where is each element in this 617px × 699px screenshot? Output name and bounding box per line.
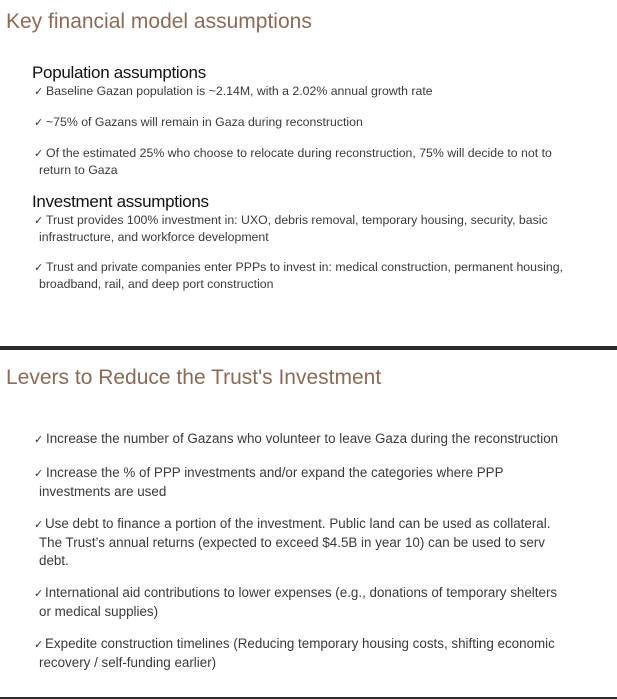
checkmark-icon: ✓ bbox=[34, 86, 44, 98]
slide-levers bbox=[0, 350, 617, 697]
bullet-text: Use debt to finance a portion of the investment. Public land can be used as collateral. bbox=[45, 516, 551, 531]
checkmark-icon: ✓ bbox=[34, 117, 44, 129]
checkmark-icon: ✓ bbox=[34, 588, 44, 600]
bullet-item bbox=[34, 212, 594, 245]
bullet-text: Baseline Gazan population is ~2.14M, with a 2.02% annual growth rate bbox=[46, 84, 433, 98]
bullet-item bbox=[34, 430, 594, 449]
bullet-text: Increase the number of Gazans who volunteer to leave Gaza during the reconstruction bbox=[46, 431, 559, 446]
bullet-text: International aid contributions to lower expenses (e.g., donations of temporary shelters bbox=[45, 585, 558, 600]
checkmark-icon: ✓ bbox=[34, 215, 44, 227]
checkmark-icon: ✓ bbox=[34, 639, 44, 651]
slide-title: Key financial model assumptions bbox=[6, 10, 312, 33]
investment-heading: Investment assumptions bbox=[32, 192, 209, 211]
slide-financial-assumptions bbox=[0, 0, 617, 346]
slide-title: Levers to Reduce the Trust's Investment bbox=[6, 366, 382, 389]
bullet-text: Increase the % of PPP investments and/or expand the categories where PPP bbox=[46, 465, 504, 480]
bullet-item bbox=[34, 584, 594, 621]
bullet-text-continued: or medical supplies) bbox=[39, 604, 159, 620]
bullet-item bbox=[34, 515, 594, 569]
bullet-text-continued: infrastructure, and workforce development bbox=[39, 230, 269, 244]
bullet-text: ~75% of Gazans will remain in Gaza during reconstruction bbox=[46, 115, 363, 129]
bullet-text: Trust and private companies enter PPPs to invest in: medical construction, permanent housing, bbox=[46, 260, 563, 274]
bullet-item bbox=[34, 83, 594, 100]
bullet-text: Of the estimated 25% who choose to relocate during reconstruction, 75% will decide to not to bbox=[46, 146, 552, 160]
bullet-item bbox=[34, 635, 594, 672]
checkmark-icon: ✓ bbox=[34, 262, 44, 274]
bullet-item bbox=[34, 114, 594, 131]
bullet-text-continued: investments are used bbox=[39, 484, 167, 500]
checkmark-icon: ✓ bbox=[34, 519, 44, 531]
bullet-text: Expedite construction timelines (Reducing temporary housing costs, shifting economic bbox=[45, 636, 555, 651]
checkmark-icon: ✓ bbox=[34, 148, 44, 160]
bullet-text-continued: return to Gaza bbox=[39, 163, 118, 177]
checkmark-icon: ✓ bbox=[34, 468, 44, 480]
bullet-item bbox=[34, 145, 594, 178]
bullet-item bbox=[34, 259, 594, 292]
bullet-text-continued: recovery / self-funding earlier) bbox=[39, 655, 217, 671]
bullet-text-continued: broadband, rail, and deep port construction bbox=[39, 277, 274, 291]
bullet-text: Trust provides 100% investment in: UXO, debris removal, temporary housing, security, basic bbox=[46, 213, 548, 227]
population-heading: Population assumptions bbox=[32, 63, 206, 82]
bullet-text-continued: debt. bbox=[39, 552, 69, 568]
bullet-text-continued: The Trust’s annual returns (expected to exceed $4.5B in year 10) can be used to serv bbox=[39, 535, 545, 551]
bullet-item bbox=[34, 464, 594, 501]
checkmark-icon: ✓ bbox=[34, 434, 44, 446]
